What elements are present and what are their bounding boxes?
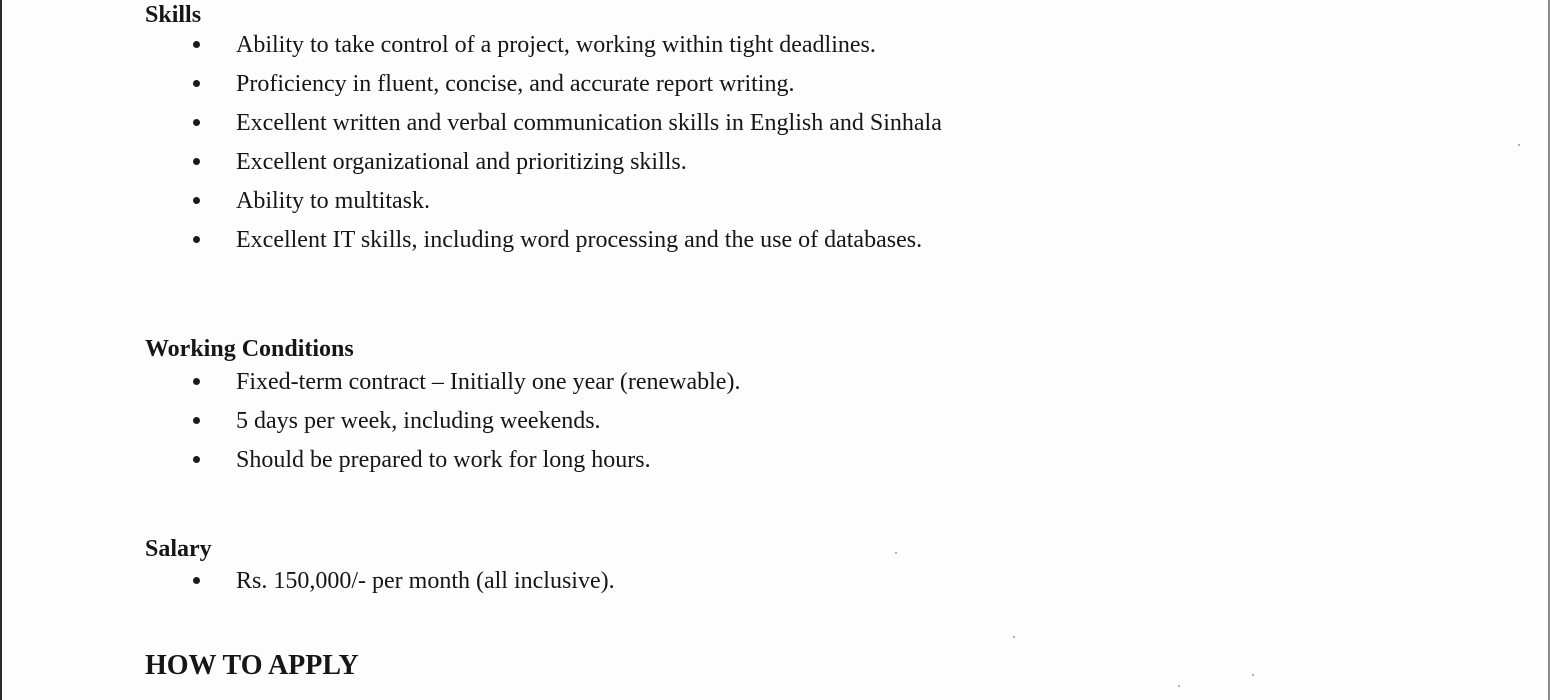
scan-speck [1252, 674, 1254, 676]
bullet-icon [193, 158, 200, 165]
scan-speck [1013, 636, 1015, 638]
list-item-text: Excellent IT skills, including word processing and the use of databases. [236, 227, 923, 253]
list-item-text: Excellent written and verbal communication skills in English and Sinhala [236, 110, 942, 136]
list-item-text: 5 days per week, including weekends. [236, 408, 601, 434]
list-item-text: Rs. 150,000/- per month (all inclusive). [236, 568, 615, 594]
list-item-text: Excellent organizational and prioritizing skills. [236, 149, 687, 175]
bullet-icon [193, 378, 200, 385]
list-item-text: Ability to multitask. [236, 188, 431, 214]
bullet-icon [193, 456, 200, 463]
list-item-text: Proficiency in fluent, concise, and accurate report writing. [236, 71, 795, 97]
bullet-icon [193, 119, 200, 126]
list-item-text: Should be prepared to work for long hours. [236, 447, 651, 473]
scan-speck [895, 552, 897, 554]
bullet-icon [193, 197, 200, 204]
page-left-border [0, 0, 2, 700]
bullet-icon [193, 80, 200, 87]
list-item-text: Ability to take control of a project, working within tight deadlines. [236, 32, 876, 58]
working-conditions-heading: Working Conditions [145, 336, 354, 362]
skills-heading: Skills [145, 2, 202, 28]
bullet-icon [193, 236, 200, 243]
salary-heading: Salary [145, 536, 212, 562]
bullet-icon [193, 577, 200, 584]
list-item-text: Fixed-term contract – Initially one year (renewable). [236, 369, 741, 395]
scan-speck [1178, 685, 1180, 687]
bullet-icon [193, 41, 200, 48]
scan-speck [1518, 144, 1520, 146]
bullet-icon [193, 417, 200, 424]
how-to-apply-heading: HOW TO APPLY [145, 650, 359, 681]
